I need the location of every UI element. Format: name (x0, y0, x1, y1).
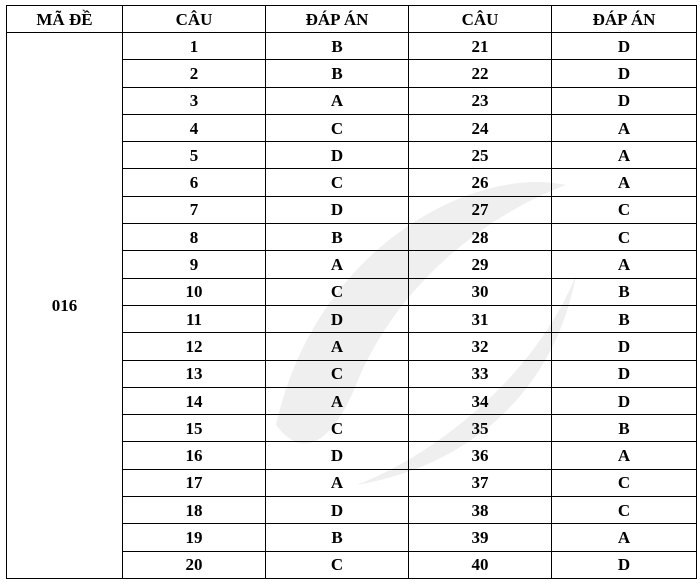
question-number-left: 17 (123, 469, 266, 496)
question-number-left: 13 (123, 360, 266, 387)
answer-right: D (552, 33, 697, 60)
answer-left: D (266, 142, 409, 169)
question-number-right: 32 (409, 333, 552, 360)
question-number-right: 22 (409, 60, 552, 87)
question-number-right: 37 (409, 469, 552, 496)
answer-left: C (266, 360, 409, 387)
answer-left: B (266, 60, 409, 87)
answer-right: B (552, 278, 697, 305)
answer-right: A (552, 114, 697, 141)
answer-left: D (266, 196, 409, 223)
answer-left: C (266, 278, 409, 305)
header-question-left: CÂU (123, 6, 266, 33)
question-number-right: 21 (409, 33, 552, 60)
question-number-left: 10 (123, 278, 266, 305)
question-number-right: 34 (409, 387, 552, 414)
question-number-left: 16 (123, 442, 266, 469)
answer-right: C (552, 224, 697, 251)
answer-key-table (6, 5, 697, 579)
answer-right: D (552, 333, 697, 360)
question-number-left: 14 (123, 387, 266, 414)
answer-left: C (266, 551, 409, 578)
question-number-left: 6 (123, 169, 266, 196)
answer-left: B (266, 524, 409, 551)
answer-left: D (266, 305, 409, 332)
answer-right: B (552, 415, 697, 442)
answer-right: A (552, 142, 697, 169)
question-number-right: 28 (409, 224, 552, 251)
answer-right: D (552, 360, 697, 387)
answer-left: B (266, 224, 409, 251)
answer-left: D (266, 442, 409, 469)
answer-left: C (266, 415, 409, 442)
answer-right: D (552, 551, 697, 578)
question-number-left: 12 (123, 333, 266, 360)
question-number-right: 24 (409, 114, 552, 141)
question-number-right: 38 (409, 497, 552, 524)
answer-right: D (552, 387, 697, 414)
question-number-left: 5 (123, 142, 266, 169)
answer-left: C (266, 169, 409, 196)
question-number-right: 23 (409, 87, 552, 114)
answer-left: A (266, 333, 409, 360)
header-answer-left: ĐÁP ÁN (266, 6, 409, 33)
header-exam-code: MÃ ĐỀ (7, 6, 123, 33)
question-number-right: 26 (409, 169, 552, 196)
question-number-right: 30 (409, 278, 552, 305)
question-number-left: 4 (123, 114, 266, 141)
question-number-right: 27 (409, 196, 552, 223)
question-number-left: 7 (123, 196, 266, 223)
question-number-right: 33 (409, 360, 552, 387)
question-number-right: 39 (409, 524, 552, 551)
answer-right: C (552, 497, 697, 524)
exam-code-cell: 016 (7, 33, 123, 579)
header-row (7, 6, 697, 33)
answer-right: A (552, 251, 697, 278)
question-number-left: 20 (123, 551, 266, 578)
question-number-left: 3 (123, 87, 266, 114)
answer-rows (7, 33, 697, 579)
answer-right: B (552, 305, 697, 332)
question-number-left: 15 (123, 415, 266, 442)
answer-right: A (552, 442, 697, 469)
question-number-left: 11 (123, 305, 266, 332)
question-number-left: 1 (123, 33, 266, 60)
header-answer-right: ĐÁP ÁN (552, 6, 697, 33)
answer-left: A (266, 87, 409, 114)
question-number-left: 9 (123, 251, 266, 278)
question-number-right: 29 (409, 251, 552, 278)
answer-left: A (266, 387, 409, 414)
header-question-right: CÂU (409, 6, 552, 33)
question-number-right: 40 (409, 551, 552, 578)
answer-left: A (266, 251, 409, 278)
answer-right: C (552, 196, 697, 223)
answer-left: A (266, 469, 409, 496)
answer-left: D (266, 497, 409, 524)
answer-right: C (552, 469, 697, 496)
question-number-right: 25 (409, 142, 552, 169)
question-number-right: 35 (409, 415, 552, 442)
question-number-right: 36 (409, 442, 552, 469)
answer-key-sheet (6, 5, 696, 579)
answer-left: C (266, 114, 409, 141)
answer-right: D (552, 87, 697, 114)
question-number-right: 31 (409, 305, 552, 332)
answer-right: A (552, 524, 697, 551)
answer-left: B (266, 33, 409, 60)
question-number-left: 18 (123, 497, 266, 524)
answer-right: D (552, 60, 697, 87)
table-row (7, 33, 697, 60)
question-number-left: 8 (123, 224, 266, 251)
question-number-left: 19 (123, 524, 266, 551)
answer-right: A (552, 169, 697, 196)
question-number-left: 2 (123, 60, 266, 87)
